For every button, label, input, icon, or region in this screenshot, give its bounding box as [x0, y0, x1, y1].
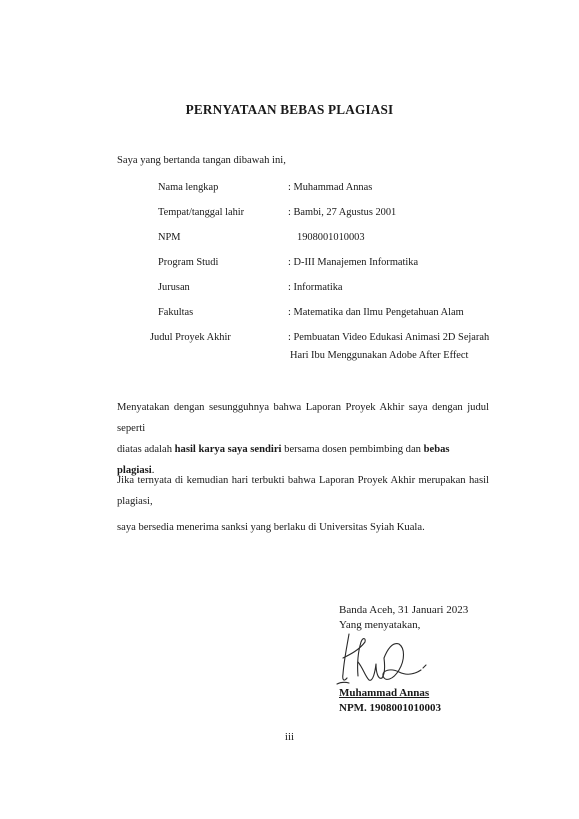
field-value-npm: 1908001010003: [297, 232, 365, 243]
page-title: PERNYATAAN BEBAS PLAGIASI: [185, 102, 394, 117]
consequence-line-2: plagiasi,: [117, 496, 153, 507]
field-label-judul: Judul Proyek Akhir: [150, 332, 231, 343]
sanction-line: saya bersedia menerima sanksi yang berlaku di Universitas Syiah Kuala.: [117, 522, 425, 533]
intro-text: Saya yang bertanda tangan dibawah ini,: [117, 155, 286, 166]
field-value-judul-line2: Hari Ibu Menggunakan Adobe After Effect: [290, 350, 469, 361]
signatory-npm: NPM. 1908001010003: [339, 702, 442, 714]
statement-line-1: Menyatakan dengan sesungguhnya bahwa Laporan Proyek Akhir saya dengan judul seperti: [117, 402, 489, 434]
field-value-nama: : Muhammad Annas: [288, 182, 373, 193]
field-value-fakultas: : Matematika dan Ilmu Pengetahuan Alam: [288, 307, 464, 318]
field-label-npm: NPM: [158, 232, 181, 243]
signatory-name: Muhammad Annas: [339, 687, 430, 699]
field-value-jurusan: : Informatika: [288, 282, 343, 293]
consequence-paragraph: [117, 470, 489, 512]
statement-line-2: diatas adalah hasil karya saya sendiri bersama dosen pembimbing dan bebas plagiasi.: [117, 444, 450, 476]
field-value-judul: : Pembuatan Video Edukasi Animasi 2D Sejarah: [288, 332, 490, 343]
place-date: Banda Aceh, 31 Januari 2023: [339, 604, 469, 616]
page-number: iii: [284, 731, 295, 743]
statement-paragraph: [117, 397, 489, 481]
field-label-jurusan: Jurusan: [158, 282, 190, 293]
consequence-line-1: Jika ternyata di kemudian hari terbukti bahwa Laporan Proyek Akhir merupakan hasil: [117, 475, 489, 486]
handwritten-signature: [335, 628, 435, 690]
emphasis-own-work: hasil karya saya sendiri: [174, 444, 282, 455]
field-value-prodi: : D-III Manajemen Informatika: [288, 257, 419, 268]
field-label-prodi: Program Studi: [158, 257, 219, 268]
field-label-fakultas: Fakultas: [158, 307, 194, 318]
declarant-label: Yang menyatakan,: [339, 619, 421, 631]
emphasis-plagiarism-free: bebas plagiasi: [117, 444, 450, 476]
field-value-ttl: : Bambi, 27 Agustus 2001: [288, 207, 397, 218]
field-label-ttl: Tempat/tanggal lahir: [158, 207, 245, 218]
field-label-nama: Nama lengkap: [158, 182, 219, 193]
